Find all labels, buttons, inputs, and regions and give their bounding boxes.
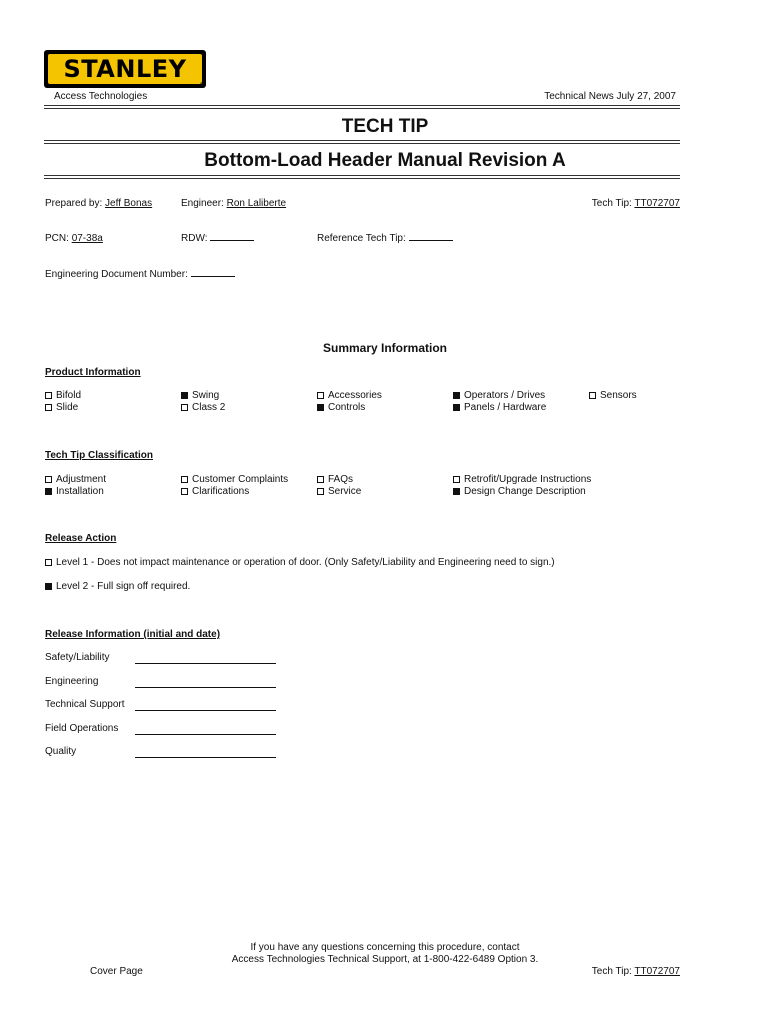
checklist-item-label: Class 2: [192, 402, 226, 413]
checked-box-icon[interactable]: [453, 488, 460, 495]
checklist-item-label: Accessories: [328, 390, 382, 401]
edn-blank: [191, 276, 235, 277]
unchecked-box-icon[interactable]: [317, 488, 324, 495]
checklist-item-label: Installation: [56, 486, 104, 497]
product-heading: Product Information: [45, 367, 141, 378]
checklist-item: [453, 474, 591, 485]
checklist-item: [45, 390, 81, 401]
signature-line[interactable]: [135, 734, 276, 735]
pcn: PCN: 07-38a: [45, 233, 103, 244]
signoff-label: Field Operations: [45, 722, 119, 734]
checklist-item-label: Design Change Description: [464, 486, 586, 497]
engineer-value: Ron Laliberte: [226, 198, 287, 209]
checklist-item: [317, 474, 353, 485]
rdw-blank: [210, 240, 254, 241]
checklist-item: [181, 486, 249, 497]
checklist-item-label: Level 1 - Does not impact maintenance or operation of door. (Only Safety/Liability and Engineering need to sign.): [56, 557, 555, 568]
page-title: TECH TIP: [341, 116, 429, 137]
registered-mark: ®: [200, 82, 206, 89]
summary-title: Summary Information: [322, 341, 448, 355]
checklist-item: [45, 474, 106, 485]
checklist-item: [181, 474, 288, 485]
checklist-item: [453, 390, 545, 401]
checklist-item: [181, 402, 225, 413]
unchecked-box-icon[interactable]: [453, 476, 460, 483]
signature-line[interactable]: [135, 757, 276, 758]
tech-tip-number: Tech Tip: TT072707: [591, 198, 680, 209]
classification-heading: Tech Tip Classification: [45, 450, 153, 461]
signoff-label: Technical Support: [45, 699, 125, 711]
checklist-item: [45, 486, 104, 497]
checklist-item-label: Operators / Drives: [464, 390, 546, 401]
checklist-item-label: Bifold: [56, 390, 82, 401]
footer-tech-tip: Tech Tip: TT072707: [591, 966, 680, 977]
checklist-item: [453, 486, 586, 497]
signature-line[interactable]: [135, 687, 276, 688]
checklist-item-label: Slide: [56, 402, 79, 413]
checklist-item: [589, 390, 637, 401]
unchecked-box-icon[interactable]: [181, 476, 188, 483]
signature-line[interactable]: [135, 663, 276, 664]
checklist-item: [45, 402, 78, 413]
footer-contact-line2: Access Technologies Technical Support, at 1-800-422-6489 Option 3.: [231, 954, 539, 965]
unchecked-box-icon[interactable]: [589, 392, 596, 399]
checklist-item: [45, 557, 555, 568]
signoff-label: Engineering: [45, 675, 99, 687]
signoff-label: Safety/Liability: [45, 652, 110, 663]
unchecked-box-icon[interactable]: [45, 404, 52, 411]
logo-text: STANLEY: [63, 55, 187, 83]
subtitle-rule: [44, 175, 680, 179]
checklist-item: [317, 390, 382, 401]
unchecked-box-icon[interactable]: [317, 476, 324, 483]
checklist-item-label: Controls: [328, 402, 366, 413]
engineering-document-number: Engineering Document Number:: [45, 269, 235, 280]
footer-cover-page: Cover Page: [90, 966, 143, 977]
unchecked-box-icon[interactable]: [45, 476, 52, 483]
reference-blank: [409, 240, 453, 241]
checked-box-icon[interactable]: [453, 392, 460, 399]
checklist-item-label: Clarifications: [192, 486, 250, 497]
reference-tech-tip: Reference Tech Tip:: [317, 233, 453, 244]
unchecked-box-icon[interactable]: [181, 488, 188, 495]
checklist-item-label: Adjustment: [56, 474, 107, 485]
checklist-item: [453, 402, 546, 413]
document-subtitle: Bottom-Load Header Manual Revision A: [204, 150, 566, 171]
checklist-item: [317, 486, 361, 497]
checked-box-icon[interactable]: [45, 488, 52, 495]
rdw: RDW:: [181, 233, 254, 244]
prepared-by: Prepared by: Jeff Bonas: [45, 198, 153, 209]
unchecked-box-icon[interactable]: [45, 392, 52, 399]
news-date: Technical News July 27, 2007: [544, 91, 676, 102]
unchecked-box-icon[interactable]: [45, 559, 52, 566]
signature-line[interactable]: [135, 710, 276, 711]
checklist-item-label: Swing: [192, 390, 220, 401]
checked-box-icon[interactable]: [453, 404, 460, 411]
stanley-logo: [44, 50, 206, 88]
unchecked-box-icon[interactable]: [317, 392, 324, 399]
tech-tip-value: TT072707: [634, 198, 680, 209]
checklist-item-label: Service: [328, 486, 362, 497]
checked-box-icon[interactable]: [317, 404, 324, 411]
title-rule: [44, 140, 680, 144]
header-rule: [44, 105, 680, 109]
checklist-item-label: Sensors: [600, 390, 637, 401]
checklist-item: [45, 581, 190, 592]
checklist-item-label: Level 2 - Full sign off required.: [56, 581, 191, 592]
checklist-item-label: FAQs: [328, 474, 354, 485]
release-action-heading: Release Action: [45, 533, 117, 544]
footer-tech-tip-value: TT072707: [634, 966, 680, 977]
checklist-item: [317, 402, 365, 413]
signoff-label: Quality: [45, 746, 77, 758]
engineer: Engineer: Ron Laliberte: [181, 198, 287, 209]
prepared-by-value: Jeff Bonas: [105, 198, 153, 209]
release-info-heading: Release Information (initial and date): [45, 629, 221, 640]
checked-box-icon[interactable]: [181, 392, 188, 399]
checklist-item: [181, 390, 219, 401]
checklist-item-label: Retrofit/Upgrade Instructions: [464, 474, 592, 485]
checklist-item-label: Customer Complaints: [192, 474, 289, 485]
unchecked-box-icon[interactable]: [181, 404, 188, 411]
checklist-item-label: Panels / Hardware: [464, 402, 547, 413]
checked-box-icon[interactable]: [45, 583, 52, 590]
pcn-value: 07-38a: [71, 233, 103, 244]
footer-contact-line1: If you have any questions concerning this procedure, contact: [250, 942, 520, 953]
division-label: Access Technologies: [54, 91, 148, 102]
